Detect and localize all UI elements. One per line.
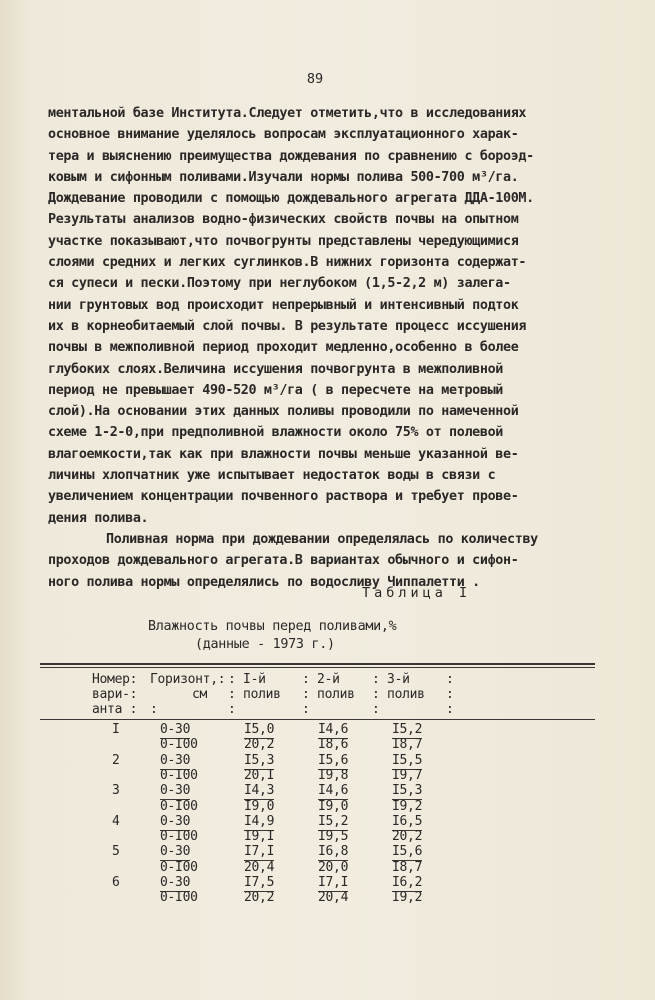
cell-p3: I5,2 <box>392 722 423 737</box>
table-row <box>0 860 655 876</box>
cell-p1: I5,0 <box>244 722 275 737</box>
text-line: их в корнеобитаемый слой почвы. В результате процесс иссушения <box>48 318 527 334</box>
text-line: ся супеси и пески.Поэтому при неглубоком (1,5-2,2 м) залега- <box>48 276 511 292</box>
cell-p2: I5,2 <box>318 813 349 829</box>
cell-p1: I9,0 <box>244 798 275 814</box>
cell-p2: I7,I <box>318 875 349 890</box>
text-line: нии грунтовых вод происходит непрерывный и интенсивный подток <box>48 297 519 313</box>
cell-horizon: 0-I00 <box>160 767 198 783</box>
cell-p2: I5,6 <box>318 752 349 768</box>
text-line: увеличением концентрации почвенного раствора и требует прове- <box>48 489 519 505</box>
table-top-rule <box>40 663 595 665</box>
cell-p3: I5,3 <box>392 783 423 799</box>
header-variant: Номер: <box>92 672 138 687</box>
cell-p1: I4,9 <box>244 813 275 829</box>
cell-p2: 20,0 <box>318 859 349 875</box>
text-line: ковым и сифонным поливами.Изучали нормы полива 500-700 м³/га. <box>48 169 519 185</box>
cell-p3: 20,2 <box>392 829 423 845</box>
cell-p2: I8,6 <box>318 737 349 753</box>
body-text <box>48 103 608 593</box>
text-line: личины хлопчатник уже испытывает недостаток воды в связи с <box>48 468 496 484</box>
cell-variant: 2 <box>112 752 120 768</box>
text-line: ментальной базе Института.Следует отметить,что в исследованиях <box>48 106 527 121</box>
table-row <box>0 829 655 845</box>
cell-variant: 5 <box>112 844 120 860</box>
cell-p1: 20,4 <box>244 859 275 875</box>
header-irrigation-1: : полив <box>228 687 281 702</box>
text-line: участке показывают,что почвогрунты представлены чередующимися <box>48 233 519 249</box>
cell-p2: I4,6 <box>318 722 349 737</box>
text-line: слой).На основании этих данных поливы проводили по намеченной <box>48 404 519 420</box>
text-line: тера и выяснению преимущества дождевания по сравнению с бороэд- <box>48 148 534 164</box>
cell-p1: I7,5 <box>244 875 275 890</box>
cell-p2: I9,5 <box>318 829 349 845</box>
cell-horizon: 0-I00 <box>160 829 198 845</box>
table-row <box>0 783 655 799</box>
paragraph-1 <box>48 103 608 529</box>
cell-p3: I9,7 <box>392 767 423 783</box>
page-number: 89 <box>306 71 324 87</box>
header-irrigation-2: : полив <box>302 687 355 702</box>
header-irrigation-1: : <box>228 702 236 717</box>
table-row <box>0 890 655 906</box>
cell-p3: I8,7 <box>392 859 423 875</box>
cell-p3: I9,2 <box>392 798 423 814</box>
cell-horizon: 0-I00 <box>160 859 198 875</box>
cell-horizon: 0-30 <box>160 875 191 890</box>
cell-variant: I <box>112 722 120 737</box>
cell-p1: I7,I <box>244 844 275 860</box>
cell-p1: I9,I <box>244 829 275 845</box>
cell-variant: 3 <box>112 783 120 799</box>
header-end: : <box>446 687 454 702</box>
paragraph-2 <box>48 529 608 593</box>
header-irrigation-2: : 2-й <box>302 672 340 687</box>
table-row <box>0 875 655 891</box>
header-horizon: : <box>150 702 158 717</box>
cell-horizon: 0-I00 <box>160 890 198 906</box>
table-row <box>0 799 655 815</box>
text-line: ного полива нормы определялись по водосливу Чиппалетти . <box>48 574 480 590</box>
cell-p3: I9,2 <box>392 890 423 906</box>
header-end: : <box>446 672 454 687</box>
text-line: почвы в межполивной период проходит медленно,особенно в более <box>48 340 519 356</box>
text-line: слоями средних и легких суглинков.В нижних горизонта содержат- <box>48 255 527 271</box>
cell-horizon: 0-30 <box>160 722 191 737</box>
text-line: глубоких слоях.Величина иссушения почвогрунта в межполивной <box>48 361 503 377</box>
table-header-rule <box>40 719 595 720</box>
cell-p1: 20,2 <box>244 890 275 906</box>
cell-p3: I5,6 <box>392 844 423 860</box>
text-line: Дождевание проводили с помощью дождевального агрегата ДДА-100М. <box>48 191 534 207</box>
text-line: Поливная норма при дождевании определялась по количеству <box>106 531 538 547</box>
text-line: схеме 1-2-0,при предполивной влажности около 75% от полевой <box>48 425 503 441</box>
cell-p3: I6,2 <box>392 875 423 890</box>
table-label: Таблица I <box>362 585 472 601</box>
cell-p2: I9,0 <box>318 798 349 814</box>
table-row <box>0 768 655 784</box>
cell-variant: 6 <box>112 875 120 890</box>
cell-p2: I4,6 <box>318 783 349 799</box>
cell-variant: 4 <box>112 813 120 829</box>
cell-p1: 20,I <box>244 767 275 783</box>
text-line: период не превышает 490-520 м³/га ( в пересчете на метровый <box>48 382 503 398</box>
text-line: проходов дождевального агрегата.В вариантах обычного и сифон- <box>48 553 519 569</box>
table-row <box>0 844 655 860</box>
text-line: Результаты анализов водно-физических свойств почвы на опытном <box>48 212 519 228</box>
cell-horizon: 0-I00 <box>160 737 198 753</box>
cell-p1: 20,2 <box>244 737 275 753</box>
header-horizon: Горизонт,: <box>150 672 226 687</box>
text-line: влагоемкости,так как при влажности почвы меньше указанной ве- <box>48 446 519 462</box>
header-irrigation-3: : полив <box>372 687 425 702</box>
cell-p3: I5,5 <box>392 752 423 768</box>
cell-horizon: 0-30 <box>160 783 191 799</box>
cell-p3: I8,7 <box>392 737 423 753</box>
header-horizon: см <box>192 687 208 702</box>
cell-p3: I6,5 <box>392 813 423 829</box>
text-line: основное внимание уделялось вопросам эксплуатационного харак- <box>48 127 519 143</box>
header-irrigation-3: : <box>372 702 380 717</box>
cell-horizon: 0-I00 <box>160 798 198 814</box>
cell-p1: I5,3 <box>244 752 275 768</box>
header-irrigation-1: : I-й <box>228 672 266 687</box>
cell-p2: I9,8 <box>318 767 349 783</box>
cell-p2: 20,4 <box>318 890 349 906</box>
table-row <box>0 737 655 753</box>
table-top-rule-2 <box>40 667 595 668</box>
table-subtitle: (данные - 1973 г.) <box>195 637 335 652</box>
table-row <box>0 814 655 830</box>
header-end: : <box>446 702 454 717</box>
table-row <box>0 722 655 738</box>
cell-horizon: 0-30 <box>160 844 191 860</box>
table-row <box>0 753 655 769</box>
text-line: дения полива. <box>48 510 149 526</box>
header-variant: анта : <box>92 702 138 717</box>
cell-horizon: 0-30 <box>160 813 191 829</box>
cell-p1: I4,3 <box>244 783 275 799</box>
header-irrigation-3: : 3-й <box>372 672 410 687</box>
cell-horizon: 0-30 <box>160 752 191 768</box>
header-irrigation-2: : <box>302 702 310 717</box>
table-title: Влажность почвы перед поливами,% <box>148 619 397 634</box>
header-variant: вари-: <box>92 687 138 702</box>
cell-p2: I6,8 <box>318 844 349 860</box>
